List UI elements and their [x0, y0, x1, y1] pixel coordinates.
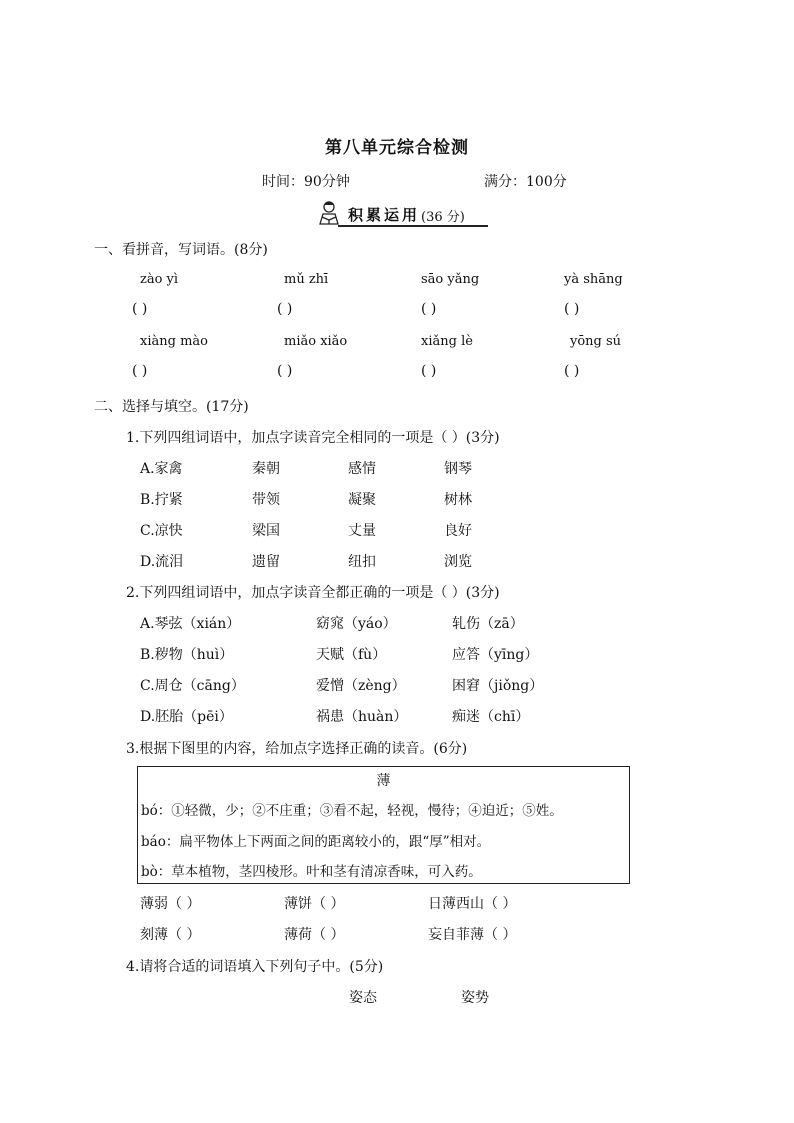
pinyin: mǔ zhī: [284, 272, 329, 287]
option-word: D.流泪: [140, 554, 184, 570]
question-1-title: 一、看拼音，写词语。(8分): [94, 242, 268, 258]
pinyin: yōng sú: [570, 334, 622, 349]
answer-blank[interactable]: ( ): [277, 363, 293, 379]
pinyin: zào yì: [140, 272, 179, 287]
dictionary-headword: 薄: [376, 773, 391, 789]
option-word: 天赋（fù）: [316, 647, 387, 663]
pinyin: miǎo xiǎo: [284, 334, 348, 349]
option-word: B.秽物（huì）: [140, 647, 234, 663]
option-word: 梁国: [252, 523, 280, 539]
option-word: 纽扣: [348, 554, 376, 570]
subquestion-2-stem: 2.下列四组词语中，加点字读音全都正确的一项是（ ）(3分): [126, 585, 500, 601]
word-choice: 姿势: [461, 990, 489, 1006]
answer-blank[interactable]: ( ): [421, 301, 437, 317]
option-word: D.胚胎（pēi）: [140, 709, 233, 725]
answer-blank[interactable]: ( ): [132, 301, 148, 317]
option-word: 感情: [348, 461, 376, 477]
option-word: A.琴弦（xián）: [140, 616, 241, 632]
option-word: A.家禽: [140, 461, 183, 477]
option-word: 丈量: [348, 523, 376, 539]
option-word: 带领: [252, 492, 280, 508]
fill-item[interactable]: 薄饼（ ）: [284, 896, 345, 912]
fill-item[interactable]: 薄荷（ ）: [284, 927, 345, 943]
fill-item[interactable]: 刻薄（ ）: [140, 927, 201, 943]
fill-item[interactable]: 薄弱（ ）: [140, 896, 201, 912]
option-word: 祸患（huàn）: [316, 709, 408, 725]
option-word: 钢琴: [444, 461, 472, 477]
answer-blank[interactable]: ( ): [132, 363, 148, 379]
option-word: 轧伤（zā）: [452, 616, 524, 632]
word-choice: 姿态: [349, 990, 377, 1006]
pinyin: sāo yǎng: [421, 272, 480, 287]
fill-item[interactable]: 日薄西山（ ）: [428, 896, 517, 912]
exam-full-score: 满分：100分: [484, 174, 567, 190]
student-reading-icon: [316, 200, 344, 226]
option-word: 秦朝: [252, 461, 280, 477]
option-word: 遗留: [252, 554, 280, 570]
option-word: 良好: [444, 523, 472, 539]
option-word: 爱憎（zèng）: [316, 678, 406, 694]
section-name: 积累运用: [348, 206, 421, 224]
dictionary-line: bò：草本植物，茎四棱形。叶和茎有清凉香味，可入药。: [141, 864, 482, 880]
section-underline: [338, 225, 488, 227]
answer-blank[interactable]: ( ): [277, 301, 293, 317]
option-word: 凝聚: [348, 492, 376, 508]
dictionary-line: báo：扁平物体上下两面之间的距离较小的，跟“厚”相对。: [141, 834, 491, 850]
fill-item[interactable]: 妄自菲薄（ ）: [428, 927, 517, 943]
exam-time: 时间：90分钟: [262, 174, 350, 190]
option-word: 痴迷（chī）: [452, 709, 530, 725]
option-word: C.凉快: [140, 523, 183, 539]
section-points: (36 分): [421, 210, 465, 225]
pinyin: yà shāng: [564, 272, 623, 287]
option-word: 浏览: [444, 554, 472, 570]
option-word: C.周仓（cāng）: [140, 678, 245, 694]
dictionary-entry-box: [137, 766, 630, 884]
pinyin: xiàng mào: [140, 334, 208, 349]
option-word: 困窘（jiǒng）: [452, 678, 544, 694]
answer-blank[interactable]: ( ): [564, 363, 580, 379]
subquestion-4-stem: 4.请将合适的词语填入下列句子中。(5分): [126, 959, 384, 975]
subquestion-3-stem: 3.根据下图里的内容，给加点字选择正确的读音。(6分): [126, 741, 468, 757]
subquestion-1-stem: 1.下列四组词语中，加点字读音完全相同的一项是（ ）(3分): [126, 430, 500, 446]
dictionary-line: bó：①轻微，少；②不庄重；③看不起，轻视，慢待；④迫近；⑤姓。: [141, 803, 563, 819]
option-word: B.拧紧: [140, 492, 183, 508]
option-word: 应答（yīng）: [452, 647, 539, 663]
option-word: 树林: [444, 492, 472, 508]
answer-blank[interactable]: ( ): [564, 301, 580, 317]
option-word: 窈窕（yáo）: [316, 616, 397, 632]
pinyin: xiǎng lè: [421, 334, 473, 349]
question-2-title: 二、选择与填空。(17分): [94, 399, 249, 415]
page-title: 第八单元综合检测: [325, 138, 469, 158]
answer-blank[interactable]: ( ): [421, 363, 437, 379]
